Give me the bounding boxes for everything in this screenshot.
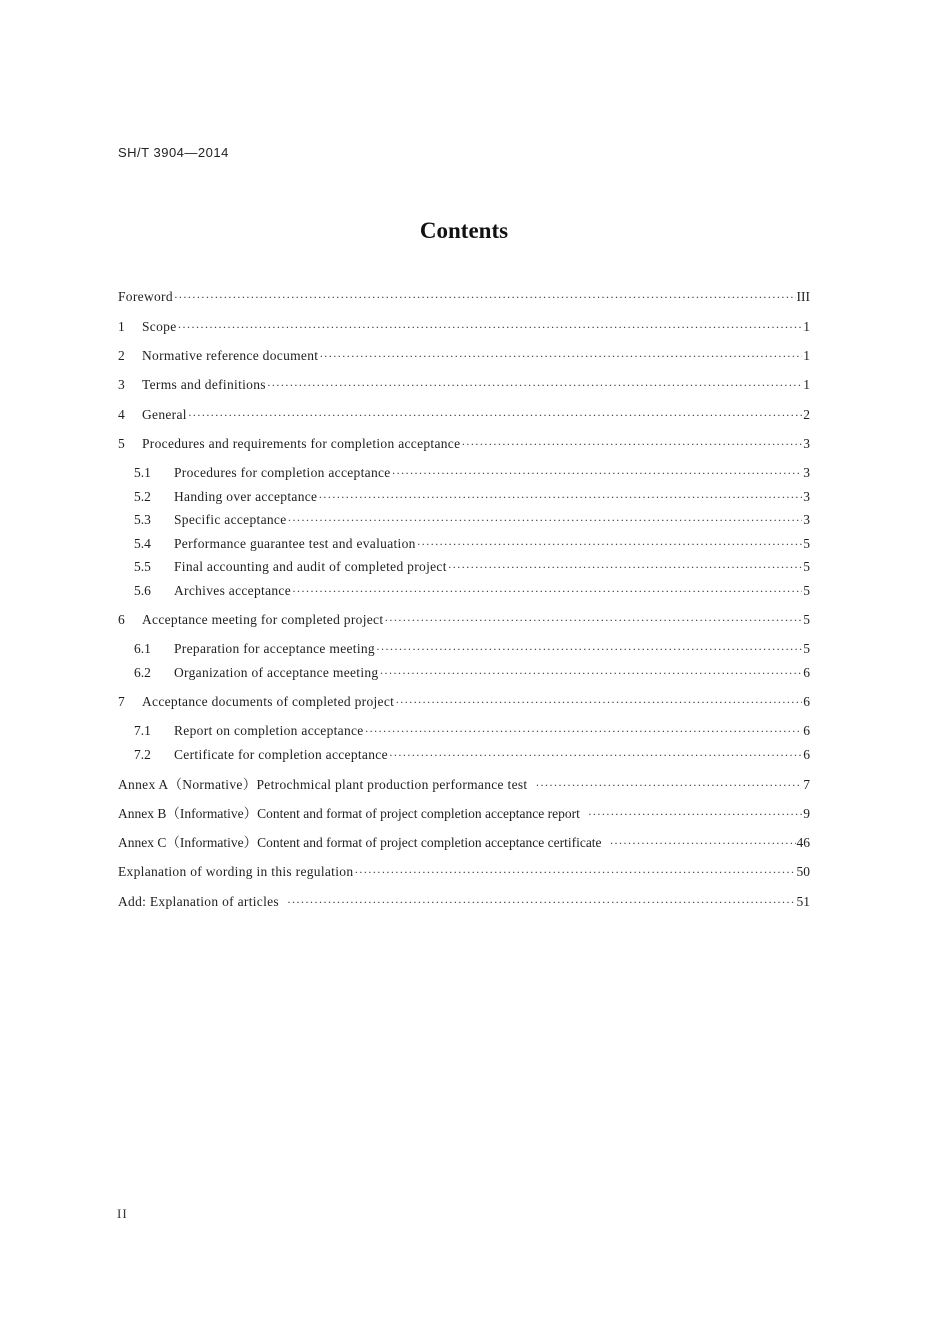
toc-entry-number: 5.2	[134, 489, 151, 504]
toc-entry-6-1[interactable]	[134, 640, 810, 658]
toc-entry-5-6[interactable]	[134, 582, 810, 600]
toc-entry-number: 7	[118, 694, 125, 709]
toc-entry-6-2[interactable]	[134, 664, 810, 682]
toc-entry-number: 3	[118, 377, 125, 392]
toc-entry-number: 5.6	[134, 583, 151, 598]
toc-entry-label: Normative reference document	[142, 348, 319, 363]
toc-entry-label: Handing over acceptance	[174, 489, 318, 504]
toc-leader-dots	[288, 511, 803, 529]
toc-entry-page: 5	[803, 583, 810, 598]
toc-entry-number: 2	[118, 348, 125, 363]
toc-entry-page: 6	[803, 694, 810, 709]
toc-entry-label: Annex B（Informative）Content and format of project completion acceptance report	[118, 806, 580, 821]
toc-entry-page: III	[796, 289, 810, 304]
toc-entry-label: Report on completion acceptance	[174, 723, 364, 738]
document-code: SH/T 3904—2014	[118, 145, 229, 160]
toc-entry-5[interactable]	[118, 435, 810, 453]
toc-leader-dots	[292, 582, 802, 600]
toc-entry-label: Organization of acceptance meeting	[174, 665, 379, 680]
toc-leader-dots	[392, 464, 803, 482]
toc-entry-page: 3	[803, 436, 810, 451]
toc-leader-dots	[174, 288, 796, 306]
toc-entry-page: 3	[803, 465, 810, 480]
toc-entry-page: 2	[803, 407, 810, 422]
toc-leader-dots	[389, 746, 802, 764]
toc-leader-dots	[395, 693, 802, 711]
toc-entry-page: 51	[796, 894, 810, 909]
toc-entry-number: 5.3	[134, 512, 151, 527]
toc-entry-number: 6.1	[134, 641, 151, 656]
page-number: II	[117, 1206, 128, 1221]
toc-entry-page: 46	[796, 835, 810, 850]
toc-entry-number: 6	[118, 612, 125, 627]
toc-entry-number: 5.4	[134, 536, 151, 551]
toc-entry-7-1[interactable]	[134, 722, 810, 740]
toc-entry-5-2[interactable]	[134, 488, 810, 506]
toc-entry-page: 3	[803, 512, 810, 527]
toc-entry-label: Annex C（Informative）Content and format of project completion acceptance certificate	[118, 835, 602, 850]
toc-entry-foreword[interactable]	[118, 288, 810, 306]
toc-entry-page: 5	[803, 536, 810, 551]
toc-entry-page: 7	[803, 777, 810, 792]
toc-entry-page: 9	[803, 806, 810, 821]
toc-leader-dots	[267, 376, 802, 394]
toc-leader-dots	[287, 893, 796, 911]
toc-entry-5-5[interactable]	[134, 558, 810, 576]
toc-entry-annex-b[interactable]	[118, 805, 810, 823]
toc-leader-dots	[354, 863, 795, 881]
toc-entry-4[interactable]	[118, 406, 810, 424]
toc-entry-label: General	[142, 407, 187, 422]
toc-entry-number: 7.2	[134, 747, 151, 762]
toc-entry-label: Acceptance documents of completed project	[142, 694, 395, 709]
toc-entry-label: Explanation of wording in this regulation	[118, 864, 354, 879]
toc-leader-dots	[448, 558, 802, 576]
toc-entry-5-3[interactable]	[134, 511, 810, 529]
toc-entry-page: 3	[803, 489, 810, 504]
toc-entry-number: 5.5	[134, 559, 151, 574]
toc-entry-page: 5	[803, 641, 810, 656]
toc-leader-dots	[379, 664, 802, 682]
toc-leader-dots	[610, 834, 796, 852]
toc-leader-dots	[365, 722, 803, 740]
toc-entry-number: 1	[118, 319, 125, 334]
toc-entry-label: Certificate for completion acceptance	[174, 747, 388, 762]
toc-leader-dots	[588, 805, 802, 823]
toc-leader-dots	[318, 488, 802, 506]
toc-entry-annex-a[interactable]	[118, 776, 810, 794]
toc-entry-label: Foreword	[118, 289, 173, 304]
page-title: Contents	[419, 218, 509, 243]
toc-entry-label: Procedures for completion acceptance	[174, 465, 391, 480]
toc-entry-page: 1	[803, 377, 810, 392]
toc-leader-dots	[535, 776, 802, 794]
toc-entry-5-1[interactable]	[134, 464, 810, 482]
toc-entry-6[interactable]	[118, 611, 810, 629]
toc-entry-1[interactable]	[118, 318, 810, 336]
toc-entry-number: 5.1	[134, 465, 151, 480]
toc-entry-page: 1	[803, 319, 810, 334]
toc-entry-label: Add: Explanation of articles	[118, 894, 279, 909]
toc-entry-page: 6	[803, 747, 810, 762]
toc-entry-explanation-wording[interactable]	[118, 863, 810, 881]
toc-entry-label: Preparation for acceptance meeting	[174, 641, 375, 656]
toc-leader-dots	[178, 318, 803, 336]
toc-entry-page: 6	[803, 665, 810, 680]
toc-leader-dots	[376, 640, 802, 658]
toc-entry-label: Terms and definitions	[142, 377, 266, 392]
toc-entry-label: Procedures and requirements for completion acceptance	[142, 436, 461, 451]
toc-leader-dots	[417, 535, 803, 553]
toc-leader-dots	[319, 347, 802, 365]
toc-leader-dots	[461, 435, 802, 453]
toc-entry-7-2[interactable]	[134, 746, 810, 764]
toc-entry-number: 4	[118, 407, 125, 422]
toc-entry-label: Annex A（Normative）Petrochmical plant production performance test	[118, 777, 528, 792]
toc-entry-number: 7.1	[134, 723, 151, 738]
toc-entry-page: 50	[796, 864, 810, 879]
toc-entry-label: Scope	[142, 319, 177, 334]
toc-entry-label: Final accounting and audit of completed project	[174, 559, 447, 574]
toc-entry-explanation-articles[interactable]	[118, 893, 810, 911]
toc-entry-7[interactable]	[118, 693, 810, 711]
toc-entry-2[interactable]	[118, 347, 810, 365]
toc-entry-annex-c[interactable]	[118, 834, 810, 852]
toc-entry-page: 1	[803, 348, 810, 363]
toc-entry-page: 5	[803, 612, 810, 627]
toc-entry-label: Acceptance meeting for completed project	[142, 612, 384, 627]
toc-entry-number: 6.2	[134, 665, 151, 680]
toc-leader-dots	[384, 611, 802, 629]
toc-entry-number: 5	[118, 436, 125, 451]
toc-entry-page: 6	[803, 723, 810, 738]
toc-entry-label: Specific acceptance	[174, 512, 287, 527]
toc-entry-label: Archives acceptance	[174, 583, 292, 598]
toc-entry-3[interactable]	[118, 376, 810, 394]
toc-entry-5-4[interactable]	[134, 535, 810, 553]
toc-entry-label: Performance guarantee test and evaluation	[174, 536, 416, 551]
toc-entry-page: 5	[803, 559, 810, 574]
toc-leader-dots	[188, 406, 802, 424]
